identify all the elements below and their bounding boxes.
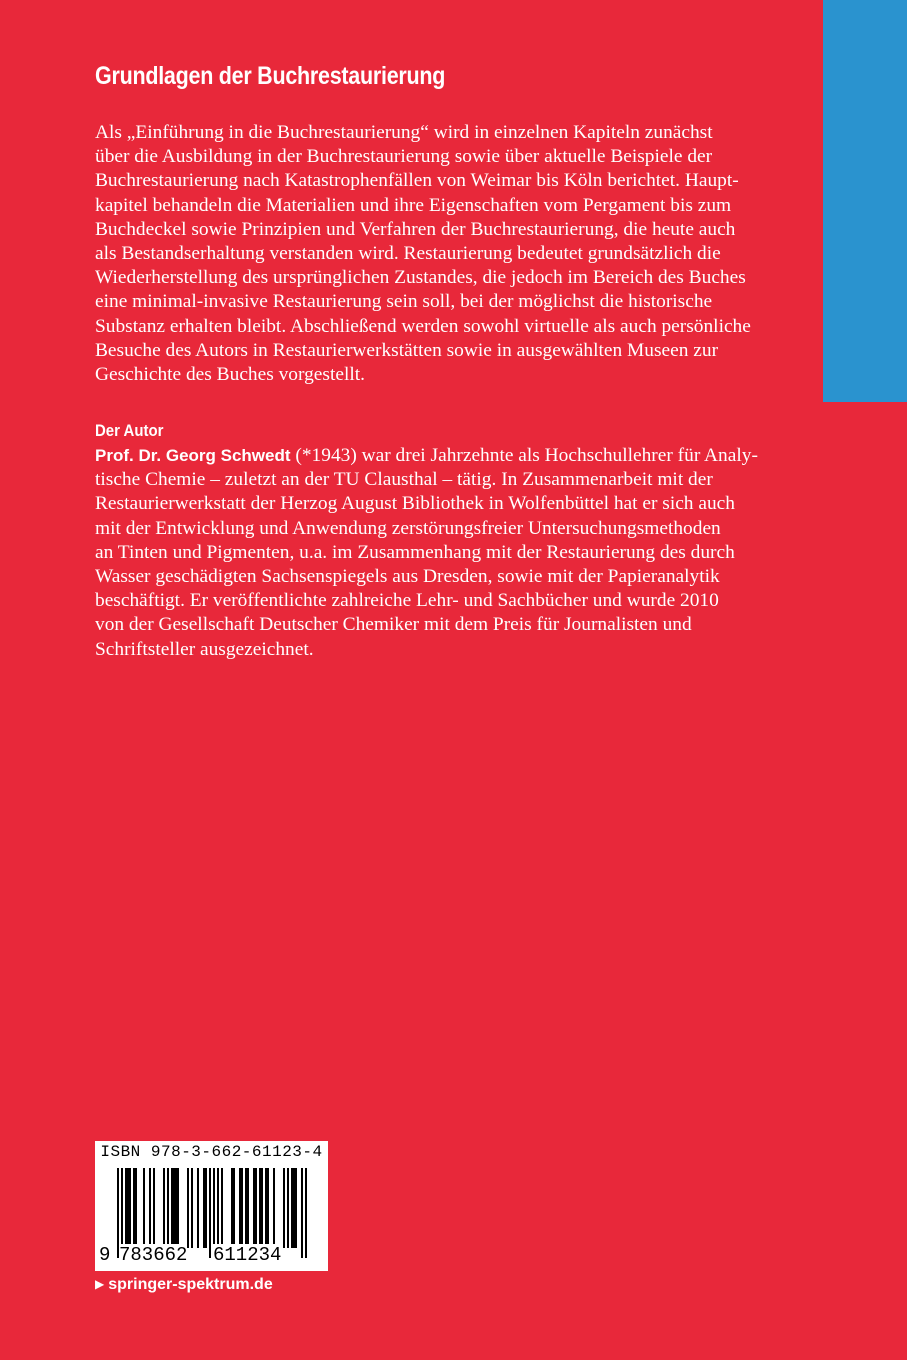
isbn-barcode — [95, 1141, 328, 1271]
author-line: Restaurierwerkstatt der Herzog August Bibliothek in Wolfenbüttel hat er sich auch — [95, 493, 735, 515]
description-line: über die Ausbildung in der Buchrestaurierung sowie über aktuelle Beispiele der — [95, 146, 713, 168]
barcode-bar — [259, 1168, 261, 1248]
barcode-bar — [261, 1168, 263, 1248]
barcode-bar — [205, 1168, 207, 1248]
publisher-url: springer-spektrum.de — [108, 1276, 273, 1293]
description-line: Wiederherstellung des ursprünglichen Zustandes, die jedoch im Bereich des Buches — [95, 267, 746, 289]
barcode-bar — [231, 1168, 233, 1248]
barcode-bar — [283, 1168, 285, 1248]
barcode-bar — [177, 1168, 179, 1248]
author-paragraph — [95, 444, 763, 662]
author-name: Prof. Dr. Georg Schwedt — [95, 446, 291, 465]
barcode-bar — [241, 1168, 243, 1248]
book-title: Grundlagen der Buchrestaurierung — [95, 62, 446, 90]
barcode-bar — [293, 1168, 295, 1248]
barcode-bar — [245, 1168, 247, 1248]
barcode-bar — [267, 1168, 269, 1248]
barcode-bar — [163, 1168, 165, 1248]
description-line: Buchdeckel sowie Prinzipien und Verfahren der Buchrestaurierung, die heute auch — [95, 218, 736, 240]
barcode-bar — [221, 1168, 223, 1248]
barcode-guard-bar — [305, 1168, 307, 1258]
author-line: Schriftsteller ausgezeichnet. — [95, 638, 314, 660]
description-line: Buchrestaurierung nach Katastrophenfällen von Weimar bis Köln berichtet. Haupt- — [95, 170, 739, 192]
ean-left-digits: 783662 — [119, 1244, 188, 1266]
description-line: Geschichte des Buches vorgestellt. — [95, 364, 365, 386]
description-line: Besuche des Autors in Restaurierwerkstätten sowie in ausgewählten Museen zur — [95, 339, 719, 361]
author-line: tische Chemie – zuletzt an der TU Clausthal – tätig. In Zusammenarbeit mit der — [95, 469, 713, 491]
blue-spine-stripe — [823, 0, 907, 402]
barcode-bar — [149, 1168, 151, 1248]
author-line: Wasser geschädigten Sachsenspiegels aus Dresden, sowie mit der Papieranalytik — [95, 566, 720, 588]
barcode-bar — [265, 1168, 267, 1248]
author-line: von der Gesellschaft Deutscher Chemiker mit dem Preis für Journalisten und — [95, 614, 692, 636]
ean-first-digit: 9 — [99, 1244, 111, 1266]
barcode-bar — [143, 1168, 145, 1248]
barcode-bar — [255, 1168, 257, 1248]
barcode-bar — [247, 1168, 249, 1248]
author-heading: Der Autor — [95, 421, 164, 440]
description-paragraph — [95, 121, 763, 387]
isbn-label: ISBN 978-3-662-61123-4 — [100, 1143, 323, 1161]
barcode-bar — [295, 1168, 297, 1248]
triangle-right-icon: ▶ — [95, 1277, 105, 1291]
barcode-bar — [253, 1168, 255, 1248]
author-line: mit der Entwicklung und Anwendung zerstörungsfreier Untersuchungsmethoden — [95, 517, 721, 539]
barcode-bar — [187, 1168, 189, 1248]
barcode-bar — [217, 1168, 219, 1248]
barcode-bar — [127, 1168, 129, 1248]
description-line: Substanz erhalten bleibt. Abschließend werden sowohl virtuelle als auch persönliche — [95, 315, 751, 337]
barcode-bar — [239, 1168, 241, 1248]
author-line: an Tinten und Pigmenten, u.a. im Zusammenhang mit der Restaurierung des durch — [95, 541, 735, 563]
barcode-bar — [175, 1168, 177, 1248]
barcode-bar — [233, 1168, 235, 1248]
barcode-bar — [153, 1168, 155, 1248]
barcode-bar — [167, 1168, 169, 1248]
barcode-bar — [171, 1168, 173, 1248]
author-line: beschäftigt. Er veröffentlichte zahlreiche Lehr- und Sachbücher und wurde 2010 — [95, 590, 719, 612]
barcode-guard-bar — [209, 1168, 211, 1258]
barcode-bar — [287, 1168, 289, 1248]
barcode-bar — [125, 1168, 127, 1248]
author-line: (*1943) war drei Jahrzehnte als Hochschullehrer für Analy- — [290, 445, 758, 466]
barcode-bar — [129, 1168, 131, 1248]
barcode-bar — [173, 1168, 175, 1248]
description-line: kapitel behandeln die Materialien und ihre Eigenschaften vom Pergament bis zum — [95, 194, 732, 216]
description-line: Als „Einführung in die Buchrestaurierung“ wird in einzelnen Kapiteln zunächst — [95, 122, 713, 143]
description-line: eine minimal-invasive Restaurierung sein soll, bei der möglichst die historische — [95, 291, 713, 313]
description-line: als Bestandserhaltung verstanden wird. Restaurierung bedeutet grundsätzlich die — [95, 243, 721, 265]
barcode-guard-bar — [301, 1168, 303, 1258]
ean-right-digits: 611234 — [213, 1244, 282, 1266]
barcode-bar — [133, 1168, 135, 1248]
barcode-bar — [197, 1168, 199, 1248]
barcode-bar — [203, 1168, 205, 1248]
barcode-bar — [273, 1168, 275, 1248]
barcode-bar — [291, 1168, 293, 1248]
barcode-bar — [191, 1168, 193, 1248]
barcode-bar — [135, 1168, 137, 1248]
publisher-link[interactable] — [95, 1276, 273, 1294]
